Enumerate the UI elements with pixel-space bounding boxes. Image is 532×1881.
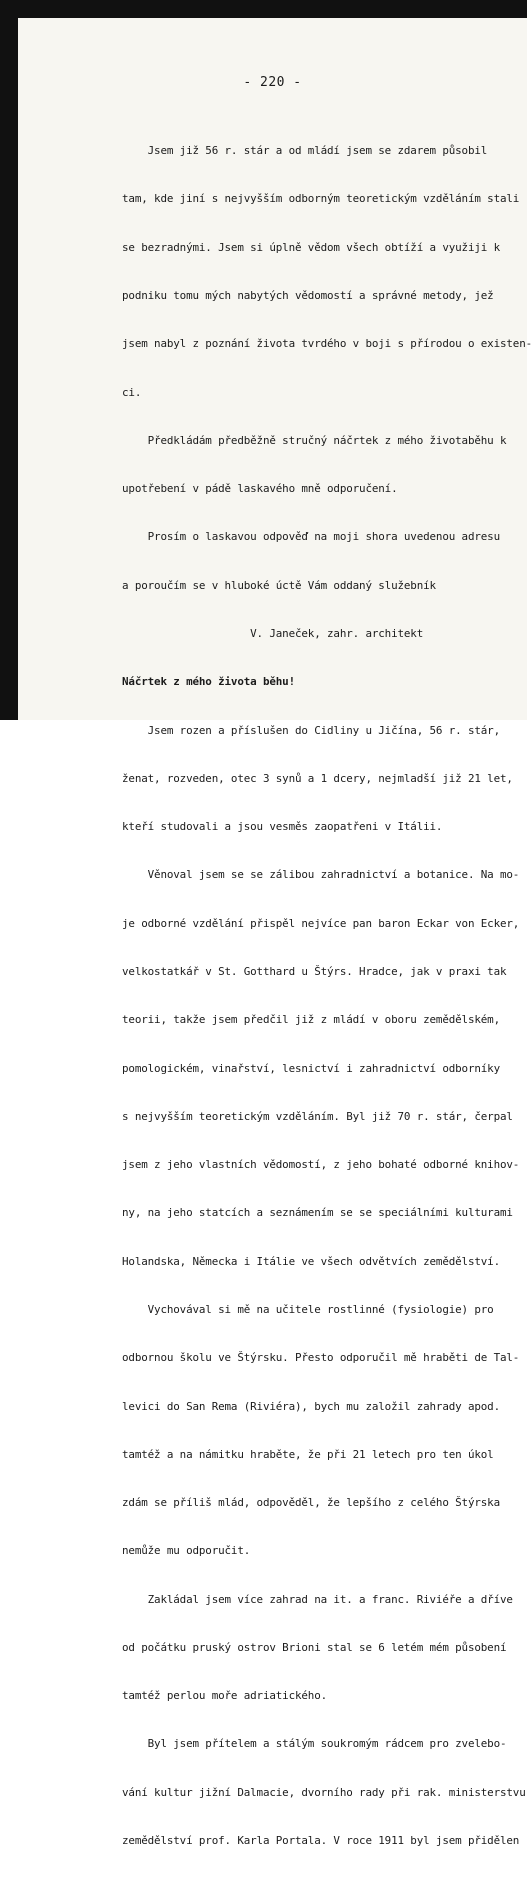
text-line: s nejvyšším teoretickým vzděláním. Byl již 70 r. stár, čerpal [122, 1109, 513, 1123]
text-line: kteří studovali a jsou vesměs zaopatřeni v Itálii. [122, 820, 443, 834]
text-line: tamtéž a na námitku hraběte, že při 21 letech pro ten úkol [122, 1447, 494, 1461]
text-line: pomologickém, vinařství, lesnictví i zahradnictví odborníky [122, 1061, 500, 1075]
text-line: Prosím o laskavou odpověď na moji shora uvedenou adresu [122, 530, 500, 544]
text-line: tamtéž perlou moře adriatického. [122, 1689, 328, 1703]
document-page [18, 18, 532, 1848]
text-line: a poroučím se v hluboké úctě Vám oddaný služebník [122, 578, 436, 592]
text-line: nemůže mu odporučit. [122, 1544, 251, 1558]
text-line: ny, na jeho statcích a seznámením se se speciálními kulturami [122, 1206, 513, 1220]
text-line: zemědělství prof. Karla Portala. V roce 1911 byl jsem přidělen [122, 1834, 520, 1848]
text-line: ci. [122, 385, 142, 399]
text-line: se bezradnými. Jsem si úplně vědom všech obtíží a využiji k [122, 240, 500, 254]
text-line: od počátku pruský ostrov Brioni stal se 6 letém mém působení [122, 1640, 507, 1654]
text-line: jsem nabyl z poznání života tvrdého v boji s přírodou o existen- [122, 337, 532, 351]
text-line: Předkládám předběžně stručný náčrtek z mého životaběhu k [122, 433, 507, 447]
signature-line: V. Janeček, zahr. architekt [122, 627, 424, 640]
text-line: levici do San Rema (Riviéra), bych mu založil zahrady apod. [122, 1399, 500, 1413]
text-line: tam, kde jiní s nejvyšším odborným teoretickým vzděláním stali [122, 192, 520, 206]
text-line: Jsem rozen a příslušen do Cidliny u Jičína, 56 r. stár, [122, 723, 500, 737]
text-line: jsem z jeho vlastních vědomostí, z jeho bohaté odborné knihov- [122, 1158, 520, 1172]
text-line: Holandska, Německa i Itálie ve všech odvětvích zemědělství. [122, 1254, 500, 1268]
text-line: Jsem již 56 r. stár a od mládí jsem se zdarem působil [122, 144, 488, 158]
text-line: Věnoval jsem se se zálibou zahradnictví a botanice. Na mo- [122, 868, 520, 882]
text-line: upotřebení v pádě laskavého mně odporučení. [122, 482, 398, 496]
text-line: Zakládal jsem více zahrad na it. a franc. Riviéře a dříve [122, 1592, 513, 1606]
typewritten-text [122, 111, 532, 1881]
text-line: Vychovával si mě na učitele rostlinné (fysiologie) pro [122, 1302, 494, 1316]
text-line: vání kultur jižní Dalmacie, dvorního rady při rak. ministerstvu [122, 1785, 526, 1799]
text-line: teorii, takže jsem předčil již z mládí v oboru zemědělském, [122, 1013, 500, 1027]
text-line: podniku tomu mých nabytých vědomostí a správné metody, jež [122, 289, 494, 303]
text-line: je odborné vzdělání přispěl nejvíce pan baron Eckar von Ecker, [122, 916, 520, 930]
text-line: ženat, rozveden, otec 3 synů a 1 dcery, nejmladší již 21 let, [122, 771, 513, 785]
text-line: velkostatkář v St. Gotthard u Štýrs. Hradce, jak v praxi tak [122, 964, 507, 978]
page-number: - 220 - [243, 75, 302, 90]
text-line: zdám se příliš mlád, odpověděl, že lepšího z celého Štýrska [122, 1496, 500, 1510]
text-line: Byl jsem přítelem a stálým soukromým rádcem pro zvelebo- [122, 1737, 507, 1751]
text-line: odbornou školu ve Štýrsku. Přesto odporučil mě hraběti de Tal- [122, 1351, 520, 1365]
section-heading: Náčrtek z mého života běhu! [122, 675, 295, 689]
